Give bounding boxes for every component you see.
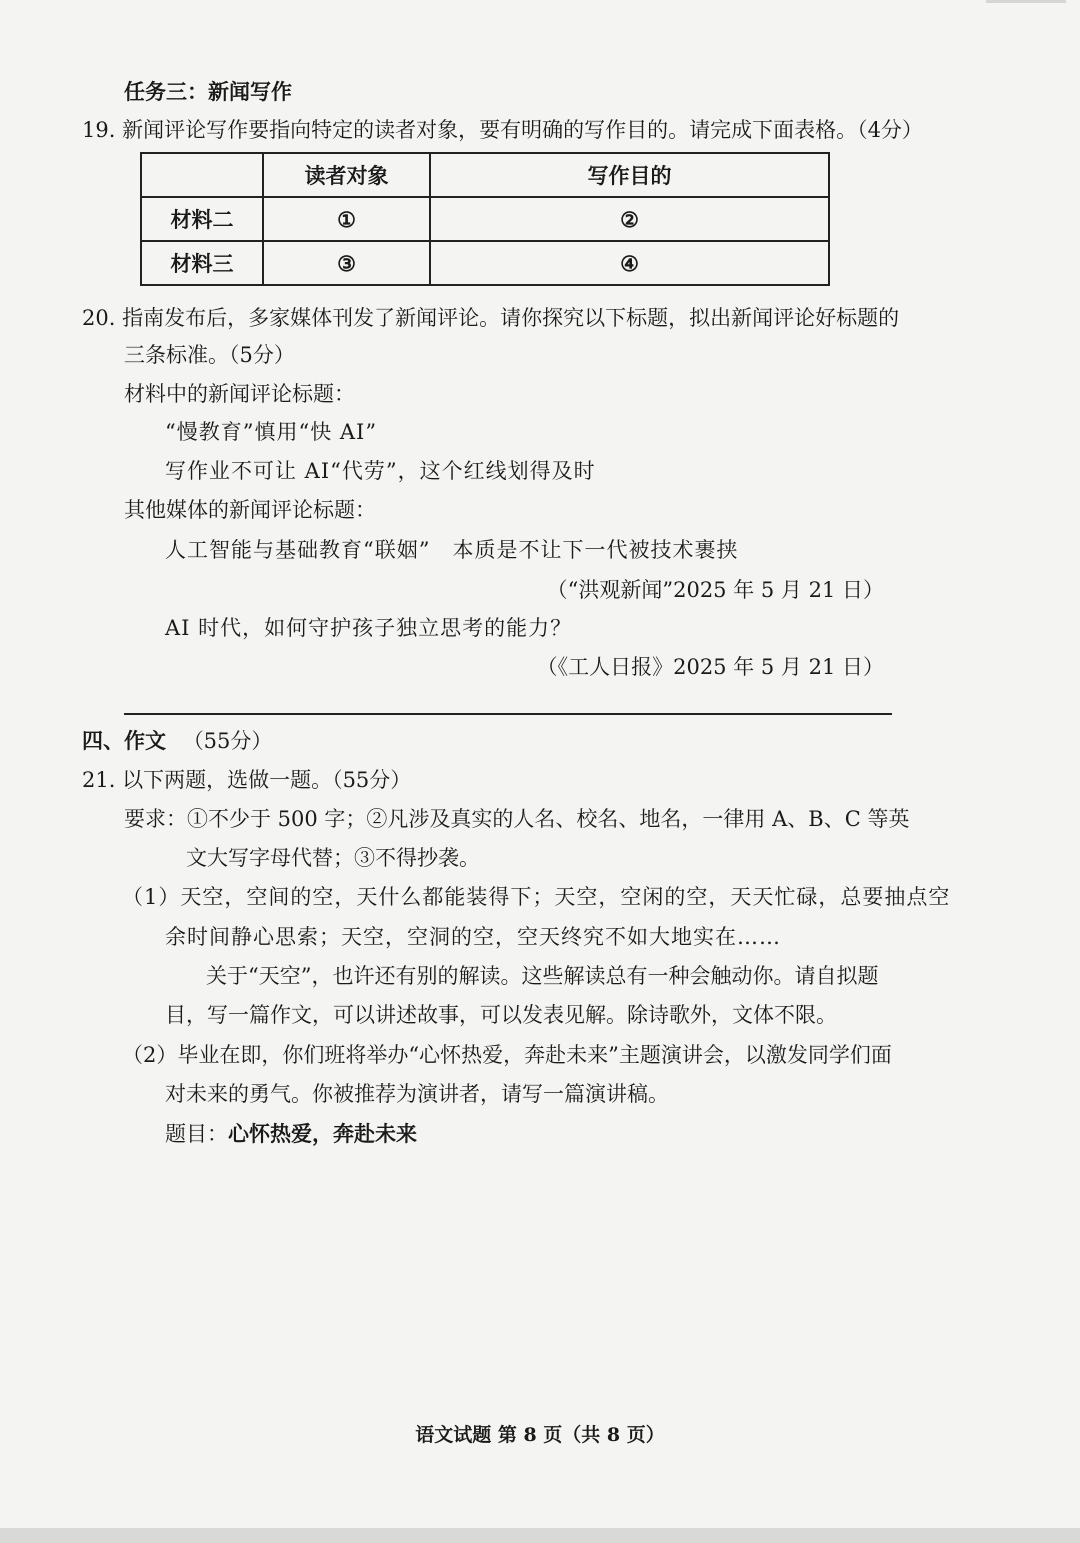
essay-title: 心怀热爱，奔赴未来 [228,1121,417,1146]
table-header-cell: 写作目的 [430,153,829,197]
table-cell: 材料二 [141,197,263,241]
table-cell: ③ [263,241,430,285]
table-cell: ② [430,197,829,241]
q21-line1: 21. 以下两题，选做一题。（55分） [82,768,412,792]
other-source-1: （“洪观新闻”2025 年 5 月 21 日） [546,578,884,602]
section4-title: 四、作文 [82,728,166,753]
material-title-2: 写作业不可让 AI“代劳”，这个红线划得及时 [165,459,596,483]
corner-mark [986,0,1066,3]
task3-title: 任务三：新闻写作 [124,79,292,104]
section4-heading [82,727,272,755]
reader-purpose-table [140,152,830,286]
q21-p2-line2: 对未来的勇气。你被推荐为演讲者，请写一篇演讲稿。 [165,1082,669,1106]
table-header-cell: 读者对象 [263,153,430,197]
q19-text: 19. 新闻评论写作要指向特定的读者对象，要有明确的写作目的。请完成下面表格。（4分） [82,118,923,142]
material-label: 材料中的新闻评论标题： [124,382,355,406]
q20-line2: 三条标准。（5分） [124,343,295,367]
q21-req2: 文大写字母代替；③不得抄袭。 [186,846,480,870]
q21-p1-line1: （1）天空，空间的空，天什么都能装得下；天空，空闲的空，天天忙碌，总要抽点空 [122,885,951,909]
bottom-edge [0,1528,1080,1543]
table-cell: 材料三 [141,241,263,285]
q21-p1-line3: 关于“天空”，也许还有别的解读。这些解读总有一种会触动你。请自拟题 [206,964,879,988]
table-row [141,197,829,241]
q21-p1-line2: 余时间静心思索；天空，空洞的空，空天终究不如大地实在…… [165,925,781,949]
q20-line1: 20. 指南发布后，多家媒体刊发了新闻评论。请你探究以下标题，拟出新闻评论好标题的 [82,306,900,330]
table-header-row [141,153,829,197]
other-label: 其他媒体的新闻评论标题： [124,498,376,522]
q21-p1-line4: 目，写一篇作文，可以讲述故事，可以发表见解。除诗歌外，文体不限。 [165,1003,837,1027]
table-header-cell [141,153,263,197]
other-title-1: 人工智能与基础教育“联姻” 本质是不让下一代被技术裹挟 [165,538,739,562]
section-divider [124,713,892,715]
table-cell: ① [263,197,430,241]
title-label: 题目： [165,1122,228,1146]
section4-score: （55分） [182,729,273,753]
table-cell: ④ [430,241,829,285]
page-footer: 语文试题 第 8 页（共 8 页） [415,1424,665,1446]
material-title-1: “慢教育”慎用“快 AI” [165,420,378,444]
other-title-2: AI 时代，如何守护孩子独立思考的能力？ [165,616,573,640]
q21-p2-title [165,1120,417,1148]
other-source-2: （《工人日报》2025 年 5 月 21 日） [536,655,884,679]
table-row [141,241,829,285]
q21-req1: 要求：①不少于 500 字；②凡涉及真实的人名、校名、地名，一律用 A、B、C 等英 [124,807,910,831]
q21-p2-line1: （2）毕业在即，你们班将举办“心怀热爱，奔赴未来”主题演讲会，以激发同学们面 [122,1043,892,1067]
